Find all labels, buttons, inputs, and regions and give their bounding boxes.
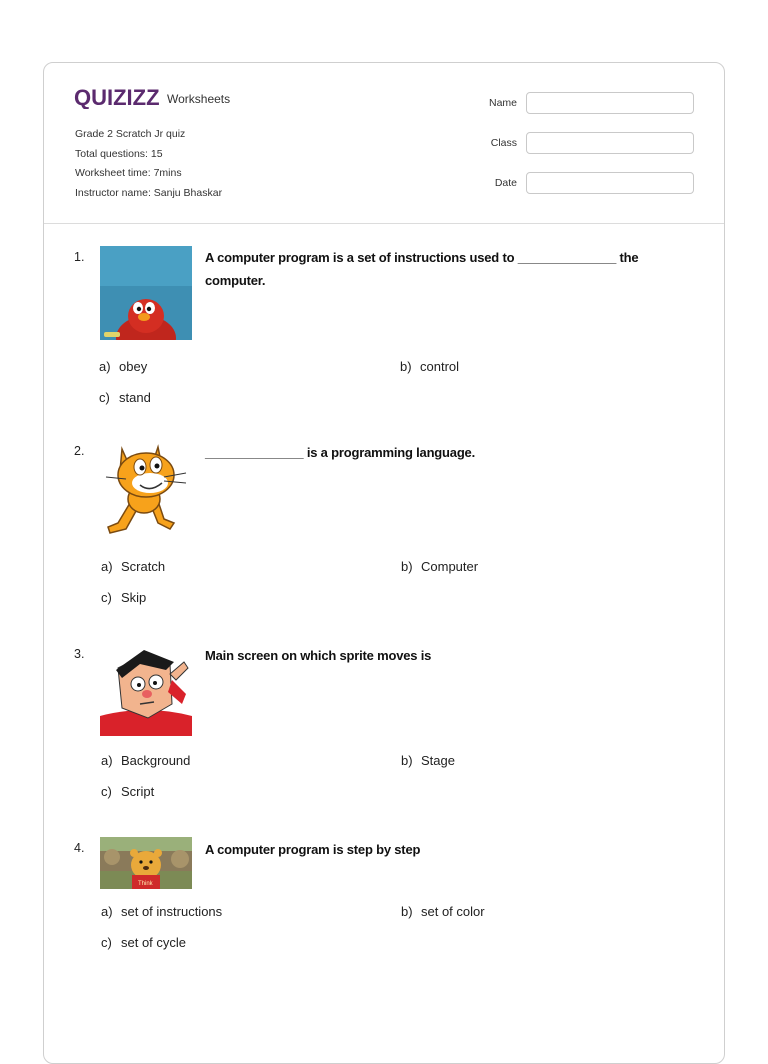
option-text: Computer bbox=[421, 559, 479, 574]
option-text: set of instructions bbox=[121, 904, 223, 919]
option-letter: c) bbox=[99, 390, 110, 405]
option-letter: a) bbox=[101, 904, 113, 919]
option-c[interactable] bbox=[101, 784, 154, 799]
option-a[interactable] bbox=[101, 904, 222, 919]
meta-title: Grade 2 Scratch Jr quiz bbox=[75, 128, 186, 140]
brand-subtitle: Worksheets bbox=[167, 92, 231, 106]
question-text: A computer program is a set of instructions used to ______________ the computer. bbox=[205, 250, 639, 288]
student-fields bbox=[489, 91, 694, 211]
option-letter: a) bbox=[101, 753, 113, 768]
meta-total-questions: Total questions: 15 bbox=[75, 147, 163, 160]
date-input[interactable] bbox=[526, 172, 694, 194]
meta-instructor: Instructor name: Sanju Bhaskar bbox=[75, 186, 223, 199]
worksheet-card bbox=[43, 62, 725, 1064]
option-letter: b) bbox=[401, 753, 413, 768]
option-b[interactable] bbox=[401, 559, 478, 574]
option-text: set of color bbox=[421, 904, 485, 919]
option-letter: b) bbox=[401, 904, 413, 919]
option-a[interactable] bbox=[101, 559, 165, 574]
thinking-cartoon-image bbox=[100, 644, 192, 736]
option-letter: a) bbox=[99, 359, 111, 374]
question-number: 1. bbox=[74, 250, 85, 264]
elmo-image bbox=[100, 246, 192, 340]
option-a[interactable] bbox=[101, 753, 190, 768]
option-b[interactable] bbox=[401, 753, 455, 768]
question-number: 2. bbox=[74, 444, 85, 458]
pooh-image bbox=[100, 837, 192, 889]
option-c[interactable] bbox=[101, 590, 146, 605]
option-letter: c) bbox=[101, 784, 112, 799]
option-text: control bbox=[420, 359, 460, 374]
name-input[interactable] bbox=[526, 92, 694, 114]
option-c[interactable] bbox=[99, 390, 151, 405]
scratch-cat-image bbox=[100, 437, 192, 541]
option-b[interactable] bbox=[400, 359, 459, 374]
option-letter: a) bbox=[101, 559, 113, 574]
option-text: Scratch bbox=[121, 559, 166, 574]
option-letter: b) bbox=[401, 559, 413, 574]
worksheet-meta bbox=[75, 125, 222, 203]
date-field-row bbox=[489, 171, 694, 195]
question-number: 4. bbox=[74, 841, 85, 855]
worksheet-header bbox=[44, 63, 724, 224]
class-field-row bbox=[489, 131, 694, 155]
option-letter: b) bbox=[400, 359, 412, 374]
option-text: Skip bbox=[121, 590, 147, 605]
option-c[interactable] bbox=[101, 935, 186, 950]
class-label: Class bbox=[490, 137, 517, 149]
option-text: set of cycle bbox=[121, 935, 187, 950]
option-text: stand bbox=[119, 390, 151, 405]
option-a[interactable] bbox=[99, 359, 147, 374]
meta-time: Worksheet time: 7mins bbox=[75, 167, 182, 179]
date-label: Date bbox=[494, 177, 517, 189]
option-letter: c) bbox=[101, 935, 112, 950]
brand bbox=[74, 85, 230, 109]
question-text: A computer program is step by step bbox=[205, 842, 421, 857]
class-input[interactable] bbox=[526, 132, 694, 154]
option-text: Stage bbox=[421, 753, 455, 768]
option-b[interactable] bbox=[401, 904, 485, 919]
option-text: Script bbox=[121, 784, 155, 799]
question-text: Main screen on which sprite moves is bbox=[205, 648, 432, 663]
option-text: obey bbox=[119, 359, 148, 374]
name-field-row bbox=[489, 91, 694, 115]
pooh-caption: Think bbox=[138, 881, 153, 887]
name-label: Name bbox=[488, 97, 517, 109]
option-text: Background bbox=[121, 753, 191, 768]
option-letter: c) bbox=[101, 590, 112, 605]
quizizz-logo bbox=[74, 85, 160, 109]
question-text: ______________ is a programming language. bbox=[205, 445, 475, 460]
svg-text:QUIZIZZ: QUIZIZZ bbox=[74, 85, 160, 109]
question-number: 3. bbox=[74, 647, 85, 661]
